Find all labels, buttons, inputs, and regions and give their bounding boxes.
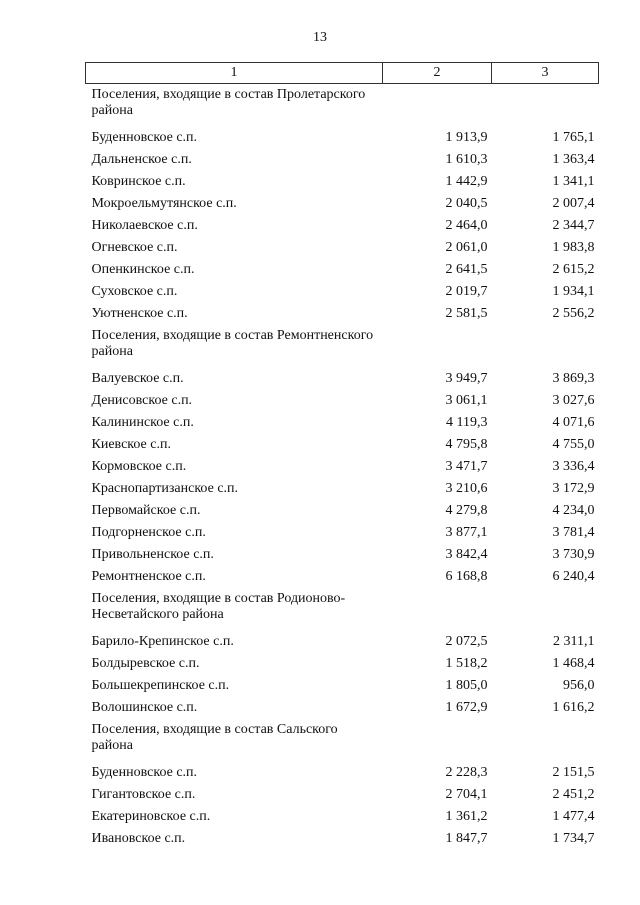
page-number: 13 [313,30,327,45]
table-row [86,215,599,237]
value-col3-cell: 4 071,6 [552,415,595,430]
table-row [86,390,599,412]
column-header-1: 1 [86,63,383,84]
value-col2-cell: 2 072,5 [445,634,488,649]
settlement-name-cell: Опенкинское с.п. [91,262,195,277]
value-col2-cell: 1 518,2 [445,656,488,671]
settlement-name-cell: Поселения, входящие в состав Родионово-Несветайского района [91,591,346,622]
table-row [86,631,599,653]
settlement-name-cell: Кормовское с.п. [91,459,187,474]
settlement-name-cell: Екатериновское с.п. [91,809,211,824]
value-col3-cell: 3 781,4 [552,525,595,540]
settlement-name-cell: Поселения, входящие в состав Ремонтненского района [91,328,374,359]
value-col2-cell: 3 949,7 [445,371,488,386]
value-col3-cell [492,325,599,368]
value-col3-cell: 1 477,4 [552,809,595,824]
table-row [86,149,599,171]
settlement-name-cell: Дальненское с.п. [91,152,192,167]
value-col2-cell: 1 805,0 [445,678,488,693]
settlement-name-cell: Суховское с.п. [91,284,178,299]
value-col2-cell [383,84,492,128]
value-col2-cell: 4 795,8 [445,437,488,452]
value-col3-cell: 3 336,4 [552,459,595,474]
settlement-name-cell: Буденновское с.п. [91,130,198,145]
table-row [86,522,599,544]
settlement-name-cell: Ковринское с.п. [91,174,186,189]
value-col3-cell: 3 730,9 [552,547,595,562]
value-col2-cell: 2 464,0 [445,218,488,233]
value-col2-cell [383,719,492,762]
table-row [86,237,599,259]
value-col2-cell: 1 672,9 [445,700,488,715]
settlement-name-cell: Поселения, входящие в состав Сальского района [91,722,338,753]
settlement-name-cell: Первомайское с.п. [91,503,201,518]
settlement-name-cell: Валуевское с.п. [91,371,184,386]
table-row [86,171,599,193]
settlement-name-cell: Привольненское с.п. [91,547,214,562]
table-row [86,566,599,588]
value-col3-cell: 1 616,2 [552,700,595,715]
settlement-name-cell: Ремонтненское с.п. [91,569,206,584]
table-row [86,544,599,566]
value-col2-cell: 3 842,4 [445,547,488,562]
value-col3-cell: 1 983,8 [552,240,595,255]
value-col3-cell [492,588,599,631]
table-row [86,412,599,434]
value-col2-cell: 1 847,7 [445,831,488,846]
table-row [86,368,599,390]
value-col3-cell [492,84,599,128]
value-col3-cell: 1 765,1 [552,130,595,145]
group-header-row [86,588,599,631]
value-col2-cell: 1 913,9 [445,130,488,145]
value-col2-cell: 2 228,3 [445,765,488,780]
value-col2-cell: 4 119,3 [446,415,488,430]
table-row [86,456,599,478]
table-row [86,434,599,456]
value-col3-cell: 1 363,4 [552,152,595,167]
settlement-name-cell: Николаевское с.п. [91,218,198,233]
value-col3-cell: 1 341,1 [552,174,595,189]
value-col3-cell: 2 007,4 [552,196,595,211]
value-col2-cell: 2 040,5 [445,196,488,211]
value-col3-cell: 2 344,7 [552,218,595,233]
settlement-name-cell: Огневское с.п. [91,240,178,255]
settlement-name-cell: Барило-Крепинское с.п. [91,634,234,649]
value-col3-cell: 4 755,0 [552,437,595,452]
table-row [86,193,599,215]
table-row [86,303,599,325]
value-col3-cell: 2 451,2 [552,787,595,802]
table-row [86,653,599,675]
value-col3-cell: 956,0 [563,678,595,693]
settlement-name-cell: Ивановское с.п. [91,831,186,846]
settlement-name-cell: Уютненское с.п. [91,306,188,321]
table-body [86,84,599,851]
value-col3-cell: 2 311,1 [553,634,595,649]
settlement-name-cell: Волошинское с.п. [91,700,198,715]
settlement-name-cell: Краснопартизанское с.п. [91,481,239,496]
value-col2-cell: 2 704,1 [445,787,488,802]
settlement-name-cell: Болдыревское с.п. [91,656,200,671]
table-row [86,478,599,500]
table-row [86,762,599,784]
settlement-name-cell: Мокроельмутянское с.п. [91,196,237,211]
value-col2-cell: 3 877,1 [445,525,488,540]
settlement-name-cell: Подгорненское с.п. [91,525,206,540]
value-col2-cell: 1 361,2 [445,809,488,824]
settlement-name-cell: Поселения, входящие в состав Пролетарского района [91,87,366,118]
value-col3-cell: 6 240,4 [552,569,595,584]
settlements-table [85,62,599,850]
table-header-row [86,63,599,84]
value-col2-cell: 3 061,1 [445,393,488,408]
value-col3-cell: 3 869,3 [552,371,595,386]
value-col3-cell: 4 234,0 [552,503,595,518]
value-col2-cell: 2 061,0 [445,240,488,255]
value-col2-cell: 1 610,3 [445,152,488,167]
table-row [86,675,599,697]
group-header-row [86,719,599,762]
group-header-row [86,84,599,128]
value-col3-cell: 1 734,7 [552,831,595,846]
table-row [86,500,599,522]
value-col3-cell: 1 468,4 [552,656,595,671]
settlement-name-cell: Буденновское с.п. [91,765,198,780]
table-row [86,806,599,828]
settlement-name-cell: Киевское с.п. [91,437,171,452]
value-col3-cell: 1 934,1 [552,284,595,299]
value-col3-cell [492,719,599,762]
value-col2-cell: 1 442,9 [445,174,488,189]
value-col3-cell: 2 556,2 [552,306,595,321]
settlement-name-cell: Калининское с.п. [91,415,194,430]
value-col3-cell: 2 151,5 [552,765,595,780]
value-col2-cell: 6 168,8 [445,569,488,584]
value-col3-cell: 3 027,6 [552,393,595,408]
table-row [86,127,599,149]
value-col2-cell: 2 019,7 [445,284,488,299]
table-row [86,281,599,303]
table-row [86,697,599,719]
value-col2-cell: 2 581,5 [445,306,488,321]
value-col3-cell: 2 615,2 [552,262,595,277]
settlement-name-cell: Денисовское с.п. [91,393,193,408]
column-header-3: 3 [492,63,599,84]
group-header-row [86,325,599,368]
settlement-name-cell: Гигантовское с.п. [91,787,196,802]
value-col3-cell: 3 172,9 [552,481,595,496]
table-row [86,259,599,281]
settlement-name-cell: Большекрепинское с.п. [91,678,230,693]
value-col2-cell: 2 641,5 [445,262,488,277]
value-col2-cell [383,325,492,368]
table-row [86,784,599,806]
value-col2-cell: 4 279,8 [445,503,488,518]
table-row [86,828,599,850]
value-col2-cell [383,588,492,631]
value-col2-cell: 3 210,6 [445,481,488,496]
column-header-2: 2 [383,63,492,84]
value-col2-cell: 3 471,7 [445,459,488,474]
